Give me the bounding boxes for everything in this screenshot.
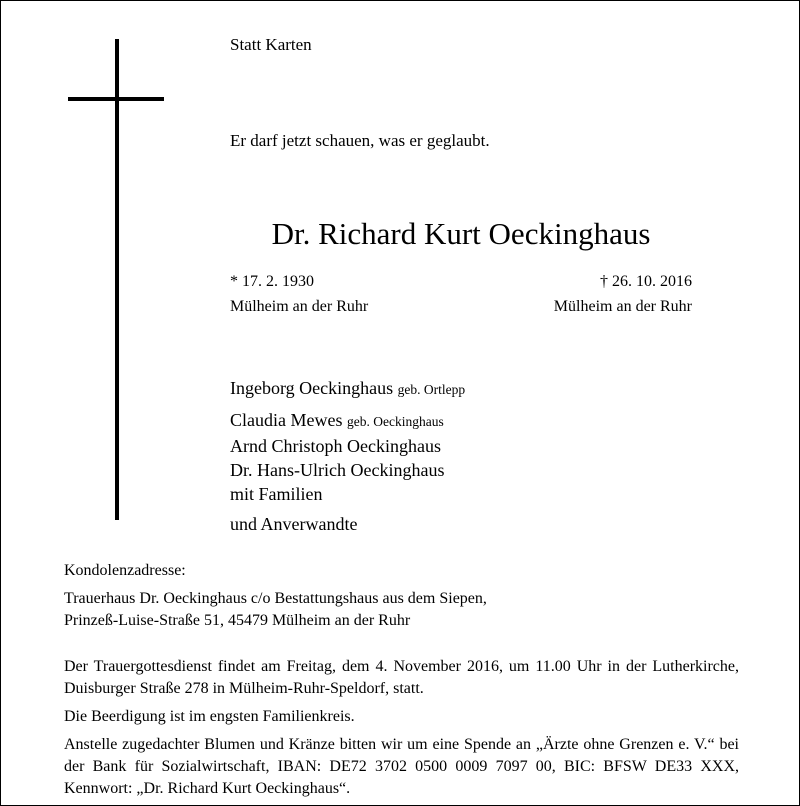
death-details [554,269,692,319]
mourner-item [230,376,465,402]
mourner-maiden-name: geb. Ortlepp [397,382,466,397]
birth-date: * 17. 2. 1930 [230,273,314,290]
mourner-name: mit Familien [230,484,323,504]
death-place: Mülheim an der Ruhr [553,298,692,315]
mourners-list [230,376,465,536]
death-date: † 26. 10. 2016 [600,273,692,290]
deceased-name: Dr. Richard Kurt Oeckinghaus [271,216,651,251]
life-dates-row [230,269,692,319]
birth-place: Mülheim an der Ruhr [230,298,369,315]
christian-cross-icon [68,39,164,520]
mourner-name: Dr. Hans-Ulrich Oeckinghaus [230,460,445,480]
mourner-item [230,482,465,506]
condolence-address-line-2: Prinzeß-Luise-Straße 51, 45479 Mülheim an der Ruhr [64,612,411,629]
burial-details: Die Beerdigung ist im engsten Familienkreis. [64,708,355,725]
birth-details [230,269,368,319]
mourner-name: Ingeborg Oeckinghaus [230,378,394,398]
mourner-name: Claudia Mewes [230,410,343,430]
cross-horizontal-bar [68,97,164,101]
service-details: Der Trauergottesdienst findet am Freitag, dem 4. November 2016, um 11.00 Uhr in der Lutherkirche, Duisburger Straße 278 in Mülheim-Ruhr-Speldorf, statt. [64,658,739,697]
epitaph-quote: Er darf jetzt schauen, was er geglaubt. [230,131,490,150]
donation-request: Anstelle zugedachter Blumen und Kränze bitten wir um eine Spende an „Ärzte ohne Grenzen e. V.“ bei der Bank für Sozialwirtschaft, IBAN: DE72 3702 0500 0009 7097 00, BIC: BFSW DE33 XXX, Kennwort: „Dr. Richard Kurt Oeckinghaus“. [64,736,739,797]
condolence-label: Kondolenzadresse: [64,562,186,579]
mourner-item [230,408,465,434]
mourner-item [230,434,465,458]
lower-information-block [64,560,739,800]
condolence-address-line-1: Trauerhaus Dr. Oeckinghaus c/o Bestattungshaus aus dem Siepen, [64,590,487,607]
mourner-maiden-name: geb. Oeckinghaus [346,414,444,429]
mourner-item [230,458,465,482]
mourner-name: Arnd Christoph Oeckinghaus [230,436,441,456]
cross-vertical-bar [115,39,119,520]
mourner-name: und Anverwandte [230,514,358,534]
mourner-item [230,512,465,536]
header-note: Statt Karten [230,35,312,54]
